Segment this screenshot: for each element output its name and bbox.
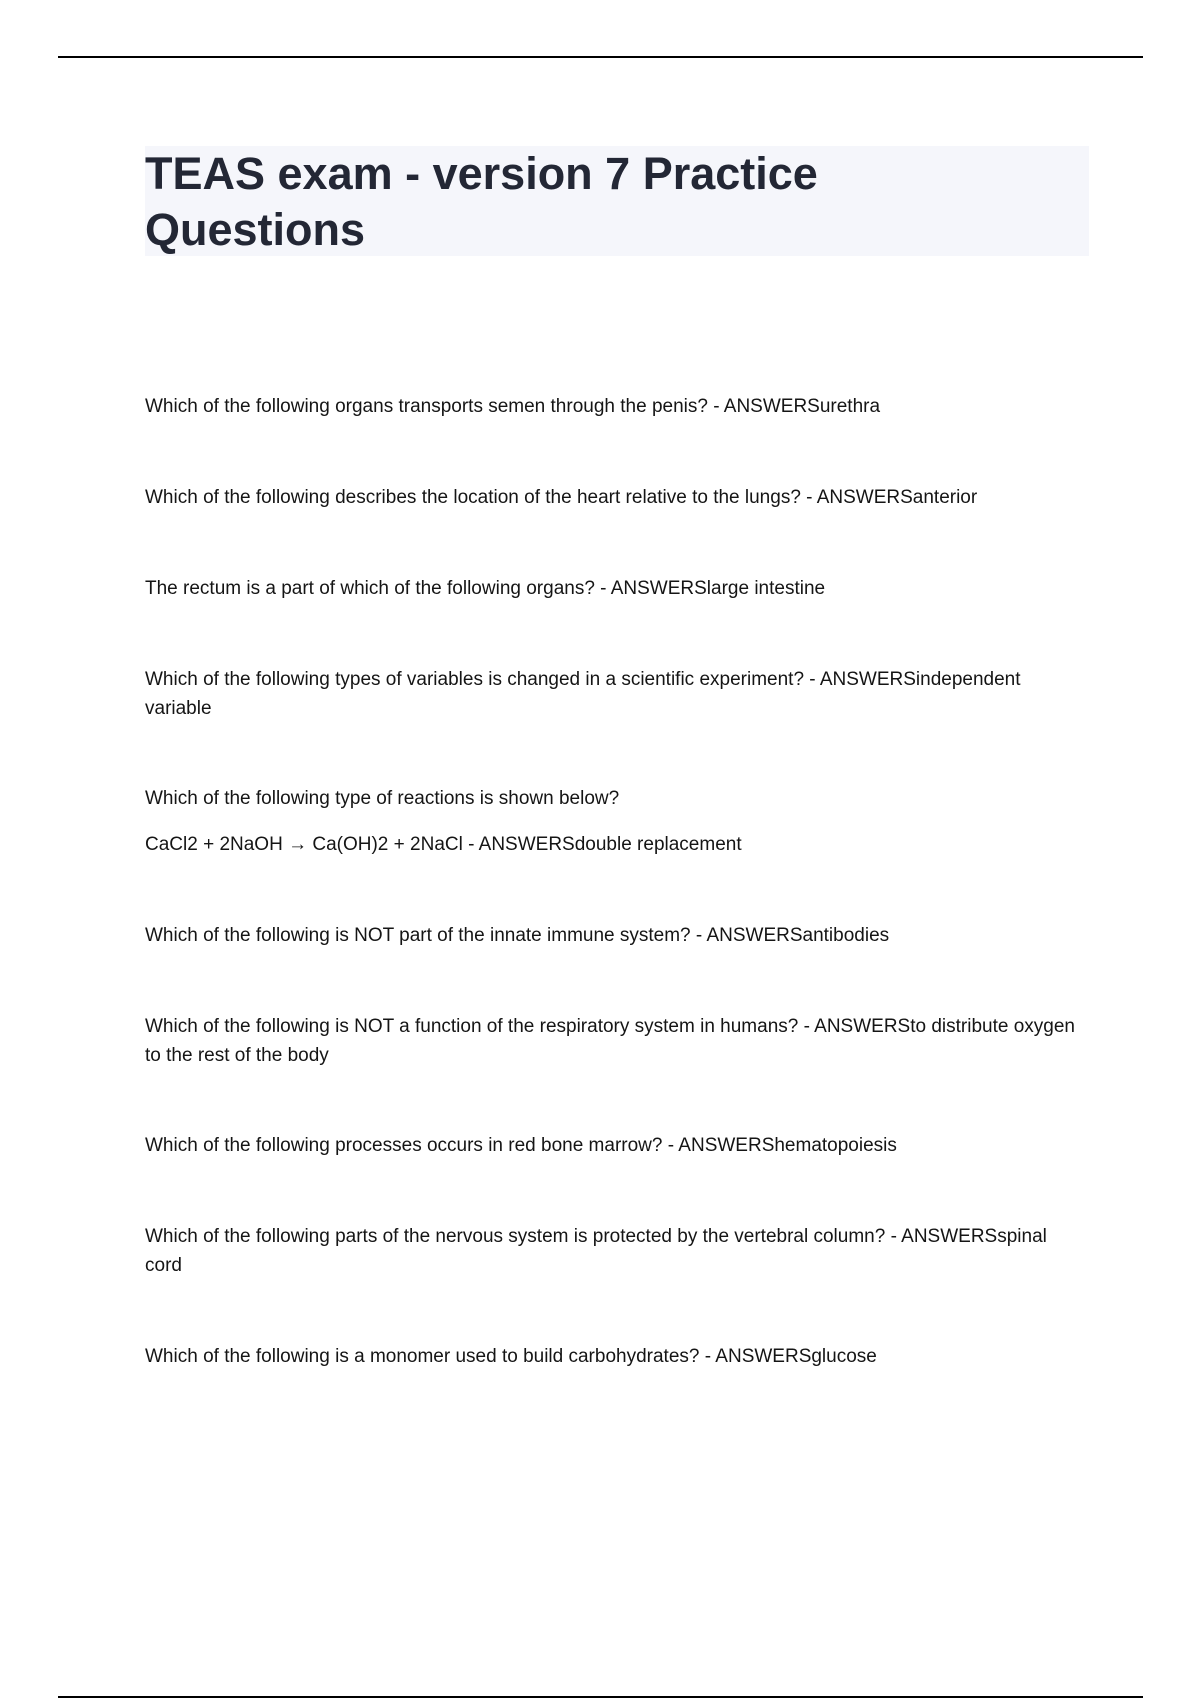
question-item <box>145 1342 1085 1371</box>
reaction-equation-text: CaCl2 + 2NaOH → Ca(OH)2 + 2NaCl - ANSWERSdouble replacement <box>145 834 742 855</box>
question-text: Which of the following describes the location of the heart relative to the lungs? - ANSWERSanterior <box>145 487 978 508</box>
question-item <box>145 1131 1085 1160</box>
bottom-rule <box>58 1696 1143 1698</box>
question-text: Which of the following is a monomer used to build carbohydrates? - ANSWERSglucose <box>145 1346 877 1367</box>
question-text: Which of the following organs transports semen through the penis? - ANSWERSurethra <box>145 396 881 417</box>
question-item <box>145 665 1085 723</box>
question-item <box>145 392 1085 421</box>
top-rule <box>58 56 1143 58</box>
question-item <box>145 784 1085 859</box>
question-text: Which of the following is NOT part of the innate immune system? - ANSWERSantibodies <box>145 925 890 946</box>
question-text: Which of the following parts of the nervous system is protected by the vertebral column? - ANSWERSspinal cord <box>145 1226 1047 1276</box>
question-text: The rectum is a part of which of the following organs? - ANSWERSlarge intestine <box>145 578 826 599</box>
question-item <box>145 574 1085 603</box>
question-item <box>145 1222 1085 1280</box>
question-text: Which of the following is NOT a function of the respiratory system in humans? - ANSWERSto distribute oxygen to the rest of the body <box>145 1016 1075 1066</box>
question-item <box>145 483 1085 512</box>
question-text: Which of the following type of reactions is shown below? <box>145 788 620 809</box>
question-text: Which of the following types of variables is changed in a scientific experiment? - ANSWERSindependent variable <box>145 669 1021 719</box>
question-item <box>145 1012 1085 1070</box>
question-item <box>145 921 1085 950</box>
question-text: Which of the following processes occurs in red bone marrow? - ANSWERShematopoiesis <box>145 1135 897 1156</box>
document-title: TEAS exam - version 7 Practice Questions <box>145 148 818 255</box>
